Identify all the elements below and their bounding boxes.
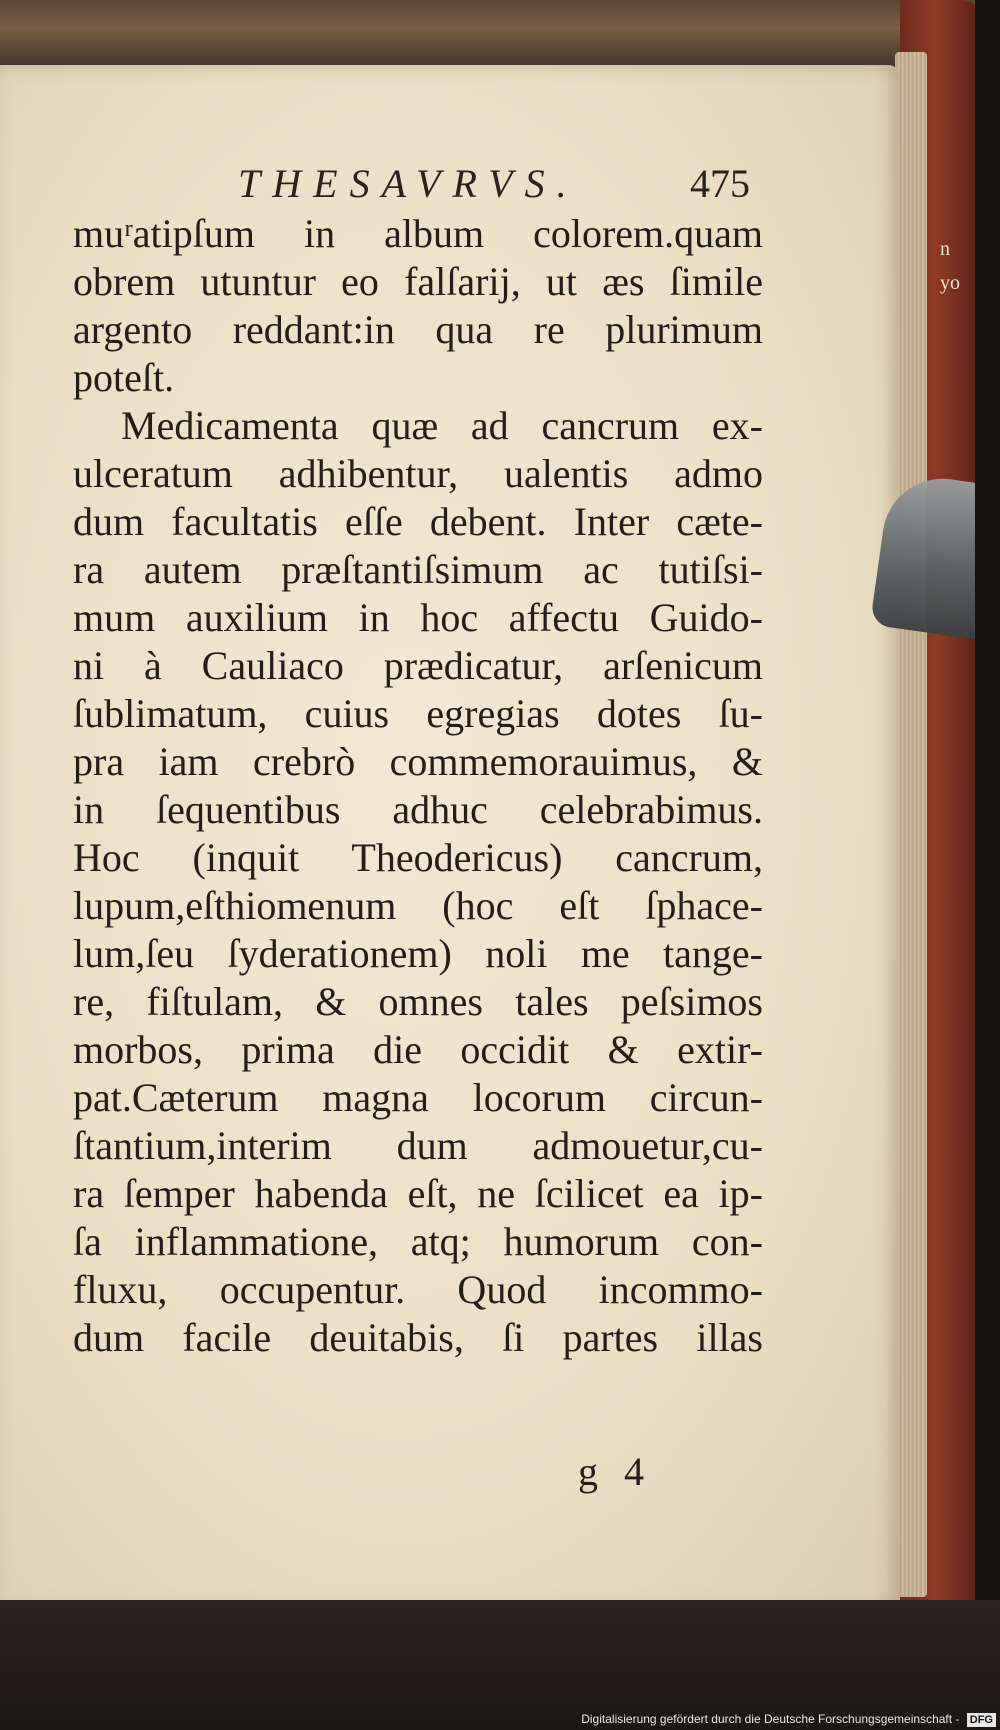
text-line: Medicamenta quæ ad cancrum ex- xyxy=(121,403,763,448)
book-page xyxy=(0,65,900,1610)
text-line: argento reddant:in qua re plurimum xyxy=(73,307,763,352)
text-line: ra ſemper habenda eſt, ne ſcilicet ea ip- xyxy=(73,1171,763,1216)
book-cover-top xyxy=(0,0,1000,70)
background-shadow xyxy=(975,0,1000,1730)
text-line: ni à Cauliaco prædicatur, arſenicum xyxy=(73,643,763,688)
text-line: Hoc (inquit Theodericus) cancrum, xyxy=(73,835,763,880)
text-line: muʳatipſum in album colorem.quam xyxy=(73,211,763,256)
text-line: in ſequentibus adhuc celebrabimus. xyxy=(73,787,763,832)
body-text xyxy=(73,210,763,1362)
text-line: pat.Cæterum magna locorum circun- xyxy=(73,1075,763,1120)
dfg-logo-icon: DFG xyxy=(967,1713,996,1727)
binding-edge-marks: n yo xyxy=(940,238,960,294)
text-line: re, fiſtulam, & omnes tales peſsimos xyxy=(73,979,763,1024)
page-number: 475 xyxy=(690,161,750,206)
text-line: dum facultatis eſſe debent. Inter cæte- xyxy=(73,499,763,544)
text-line: ſtantium,interim dum admouetur,cu- xyxy=(73,1123,763,1168)
text-line: ulceratum adhibentur, ualentis admo xyxy=(73,451,763,496)
text-line: dum facile deuitabis, ſi partes illas xyxy=(73,1315,763,1360)
text-line: lum,ſeu ſyderationem) noli me tange- xyxy=(73,931,763,976)
text-line: ſa inflammatione, atq; humorum con- xyxy=(73,1219,763,1264)
text-line: obrem utuntur eo falſarij, ut æs ſimile xyxy=(73,259,763,304)
text-line: fluxu, occupentur. Quod incommo- xyxy=(73,1267,763,1312)
text-line: poteſt. xyxy=(73,355,175,400)
text-line: ra autem præſtantiſsimum ac tutiſsi- xyxy=(73,547,763,592)
running-head: THESAVRVS. xyxy=(238,161,579,206)
footer-credit: Digitalisierung gefördert durch die Deutsche Forschungsgemeinschaft - xyxy=(581,1712,960,1726)
text-line: mum auxilium in hoc affectu Guido- xyxy=(73,595,763,640)
signature-mark: g 4 xyxy=(578,1449,644,1494)
text-line: lupum,eſthiomenum (hoc eſt ſphace- xyxy=(73,883,763,928)
digitization-footer xyxy=(0,1708,996,1730)
text-line: morbos, prima die occidit & extir- xyxy=(73,1027,763,1072)
text-line: pra iam crebrò commemorauimus, & xyxy=(73,739,763,784)
text-line: ſublimatum, cuius egregias dotes ſu- xyxy=(73,691,763,736)
